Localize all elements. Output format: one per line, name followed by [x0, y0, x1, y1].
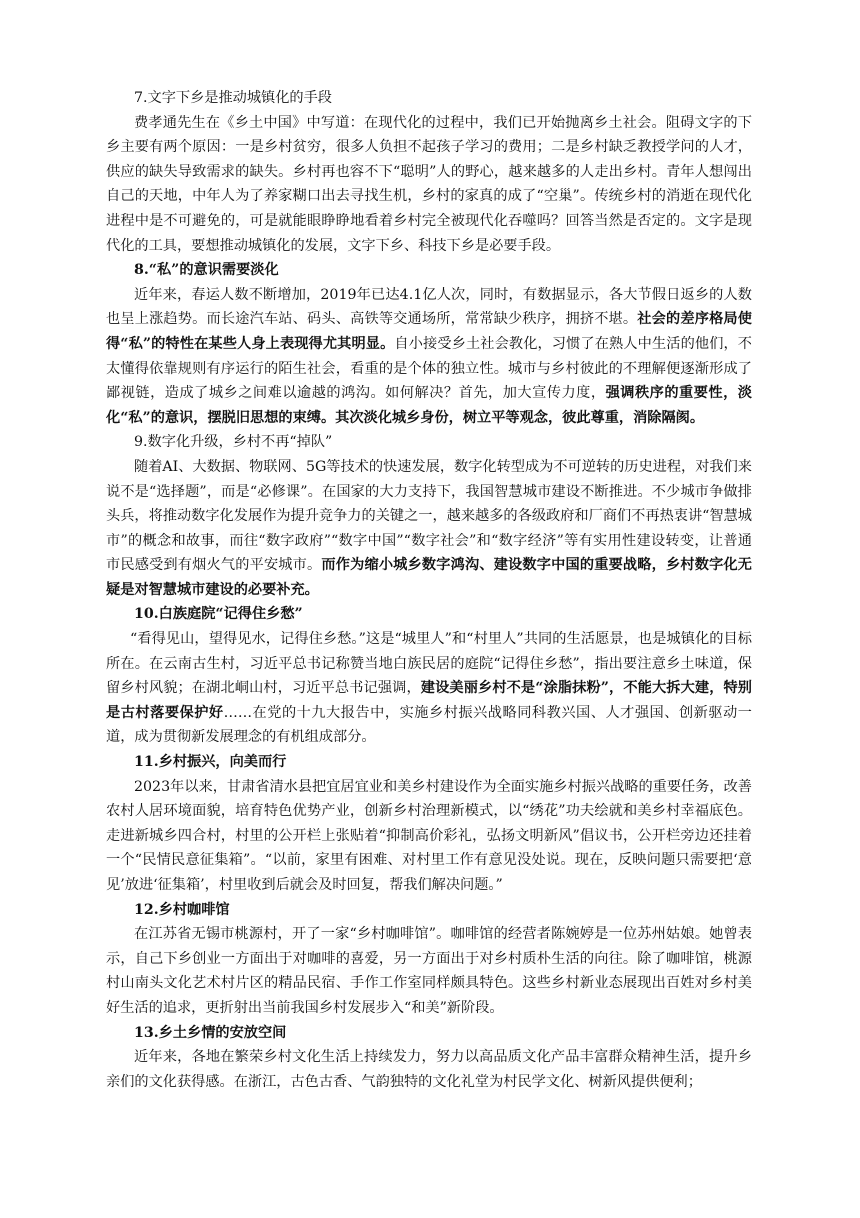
- section-8-heading: 8.“私”的意识需要淡化: [134, 262, 279, 279]
- section-10-paragraph: [106, 627, 752, 750]
- document-page: [106, 86, 752, 1094]
- section-9-bold: 而作为缩小城乡数字鸿沟、建设数字中国的重要战略，乡村数字化无疑是对智慧城市建设的必要补充。: [106, 557, 752, 598]
- section-8-bold-1: 社会的差序格局使得“私”的特性在某些人身上表现得尤其明显。: [106, 311, 752, 352]
- section-7-heading: 7.文字下乡是推动城镇化的手段: [134, 90, 332, 106]
- section-8-text-2: 自小接受乡土社会教化，习惯了在熟人中生活的他们，不太懂得依靠规则有序运行的陌生社会，看重的是个体的独立性。城市与乡村彼此的不理解便逐渐形成了鄙视链，造成了城乡之间难以逾越的鸿沟。如何解决？首先，加大宣传力度，: [106, 335, 752, 402]
- section-10-bold: 建设美丽乡村不是“涂脂抹粉”，不能大拆大建，特别是古村落要保护好: [106, 680, 752, 721]
- section-11-heading: 11.乡村振兴，向美而行: [134, 754, 287, 771]
- section-13-text: 近年来，各地在繁荣乡村文化生活上持续发力，努力以高品质文化产品丰富群众精神生活，提升乡亲们的文化获得感。在浙江，古色古香、气韵独特的文化礼堂为村民学文化、树新风提供便利；: [106, 1049, 752, 1090]
- section-10-text-2: ……在党的十九大报告中，实施乡村振兴战略同科教兴国、人才强国、创新驱动一道，成为贯彻新发展理念的有机组成部分。: [106, 704, 752, 746]
- section-8-text-1: 近年来，春运人数不断增加，2019年已达4.1亿人次，同时，有数据显示，各大节假日返乡的人数也呈上涨趋势。而长途汽车站、码头、高铁等交通场所，常常缺少秩序，拥挤不堪。: [106, 286, 752, 328]
- section-9-text: 随着AI、大数据、物联网、5G等技术的快速发展，数字化转型成为不可逆转的历史进程，对我们来说不是“选择题”，而是“必修课”。在国家的大力支持下，我国智慧城市建设不断推进。不少城市争做排头兵，将推动数字化发展作为提升竞争力的关键之一，越来越多的各级政府和厂商们不再热衷讲“智慧城市”的概念和故事，而往“数字政府”“数字中国”“数字社会”和“数字经济”等有实用性建设转变，让普通市民感受到有烟火气的平安城市。: [106, 458, 752, 574]
- section-9-heading: 9.数字化升级，乡村不再“掉队”: [134, 434, 333, 451]
- section-8-paragraph: [106, 283, 752, 431]
- section-12-heading: 12.乡村咖啡馆: [134, 901, 230, 918]
- section-11-paragraph: [106, 775, 752, 898]
- section-9-paragraph: [106, 455, 752, 603]
- section-12-paragraph: [106, 922, 752, 1020]
- section-11-text: 2023年以来，甘肃省清水县把宜居宜业和美乡村建设作为全面实施乡村振兴战略的重要任务，改善农村人居环境面貌，培育特色优势产业，创新乡村治理新模式，以“绣花”功夫绘就和美乡村幸福底色。走进新城乡四合村，村里的公开栏上张贴着“抑制高价彩礼，弘扬文明新风”倡议书，公开栏旁边还挂着一个“民情民意征集箱”。“以前，家里有困难、对村里工作有意见没处说。现在，反映问题只需要把‘意见’放进‘征集箱’，村里收到后就会及时回复，帮我们解决问题。”: [106, 778, 752, 893]
- section-7-paragraph: [106, 111, 752, 259]
- section-7-text: 费孝通先生在《乡土中国》中写道：在现代化的过程中，我们已开始抛离乡土社会。阻碍文字的下乡主要有两个原因：一是乡村贫穷，很多人负担不起孩子学习的费用；二是乡村缺乏教授学问的人才，供应的缺失导致需求的缺失。乡村再也容不下“聪明”人的野心，越来越多的人走出乡村。青年人想闯出自己的天地，中年人为了养家糊口出去寻找生机，乡村的家真的成了“空巢”。传统乡村的消逝在现代化进程中是不可避免的，可是就能眼睁睁地看着乡村完全被现代化吞噬吗？回答当然是否定的。文字是现代化的工具，要想推动城镇化的发展，文字下乡、科技下乡是必要手段。: [106, 114, 752, 254]
- section-12-text: 在江苏省无锡市桃源村，开了一家“乡村咖啡馆”。咖啡馆的经营者陈婉婷是一位苏州姑娘。她曾表示，自己下乡创业一方面出于对咖啡的喜爱，另一方面出于对乡村质朴生活的向往。除了咖啡馆，桃源村山南头文化艺术村片区的精品民宿、手作工作室同样颇具特色。这些乡村新业态展现出百姓对乡村美好生活的追求，更折射出当前我国乡村发展步入“和美”新阶段。: [106, 926, 752, 1016]
- section-13-heading: 13.乡土乡情的安放空间: [134, 1024, 287, 1041]
- section-10-text-1: “看得见山，望得见水，记得住乡愁。”这是“城里人”和“村里人”共同的生活愿景，也是城镇化的目标所在。在云南古生村，习近平总书记称赞当地白族民居的庭院“记得住乡愁”，指出要注意乡土味道，保留乡村风貌；在湖北峒山村，习近平总书记强调，: [106, 631, 752, 697]
- section-8-bold-2: 强调秩序的重要性，淡化“私”的意识，摆脱旧思想的束缚。其次淡化城乡身份，树立平等观念，彼此尊重，消除隔阂。: [106, 385, 752, 426]
- section-10-heading: 10.白族庭院“记得住乡愁”: [134, 606, 303, 623]
- section-13-paragraph: [106, 1045, 752, 1094]
